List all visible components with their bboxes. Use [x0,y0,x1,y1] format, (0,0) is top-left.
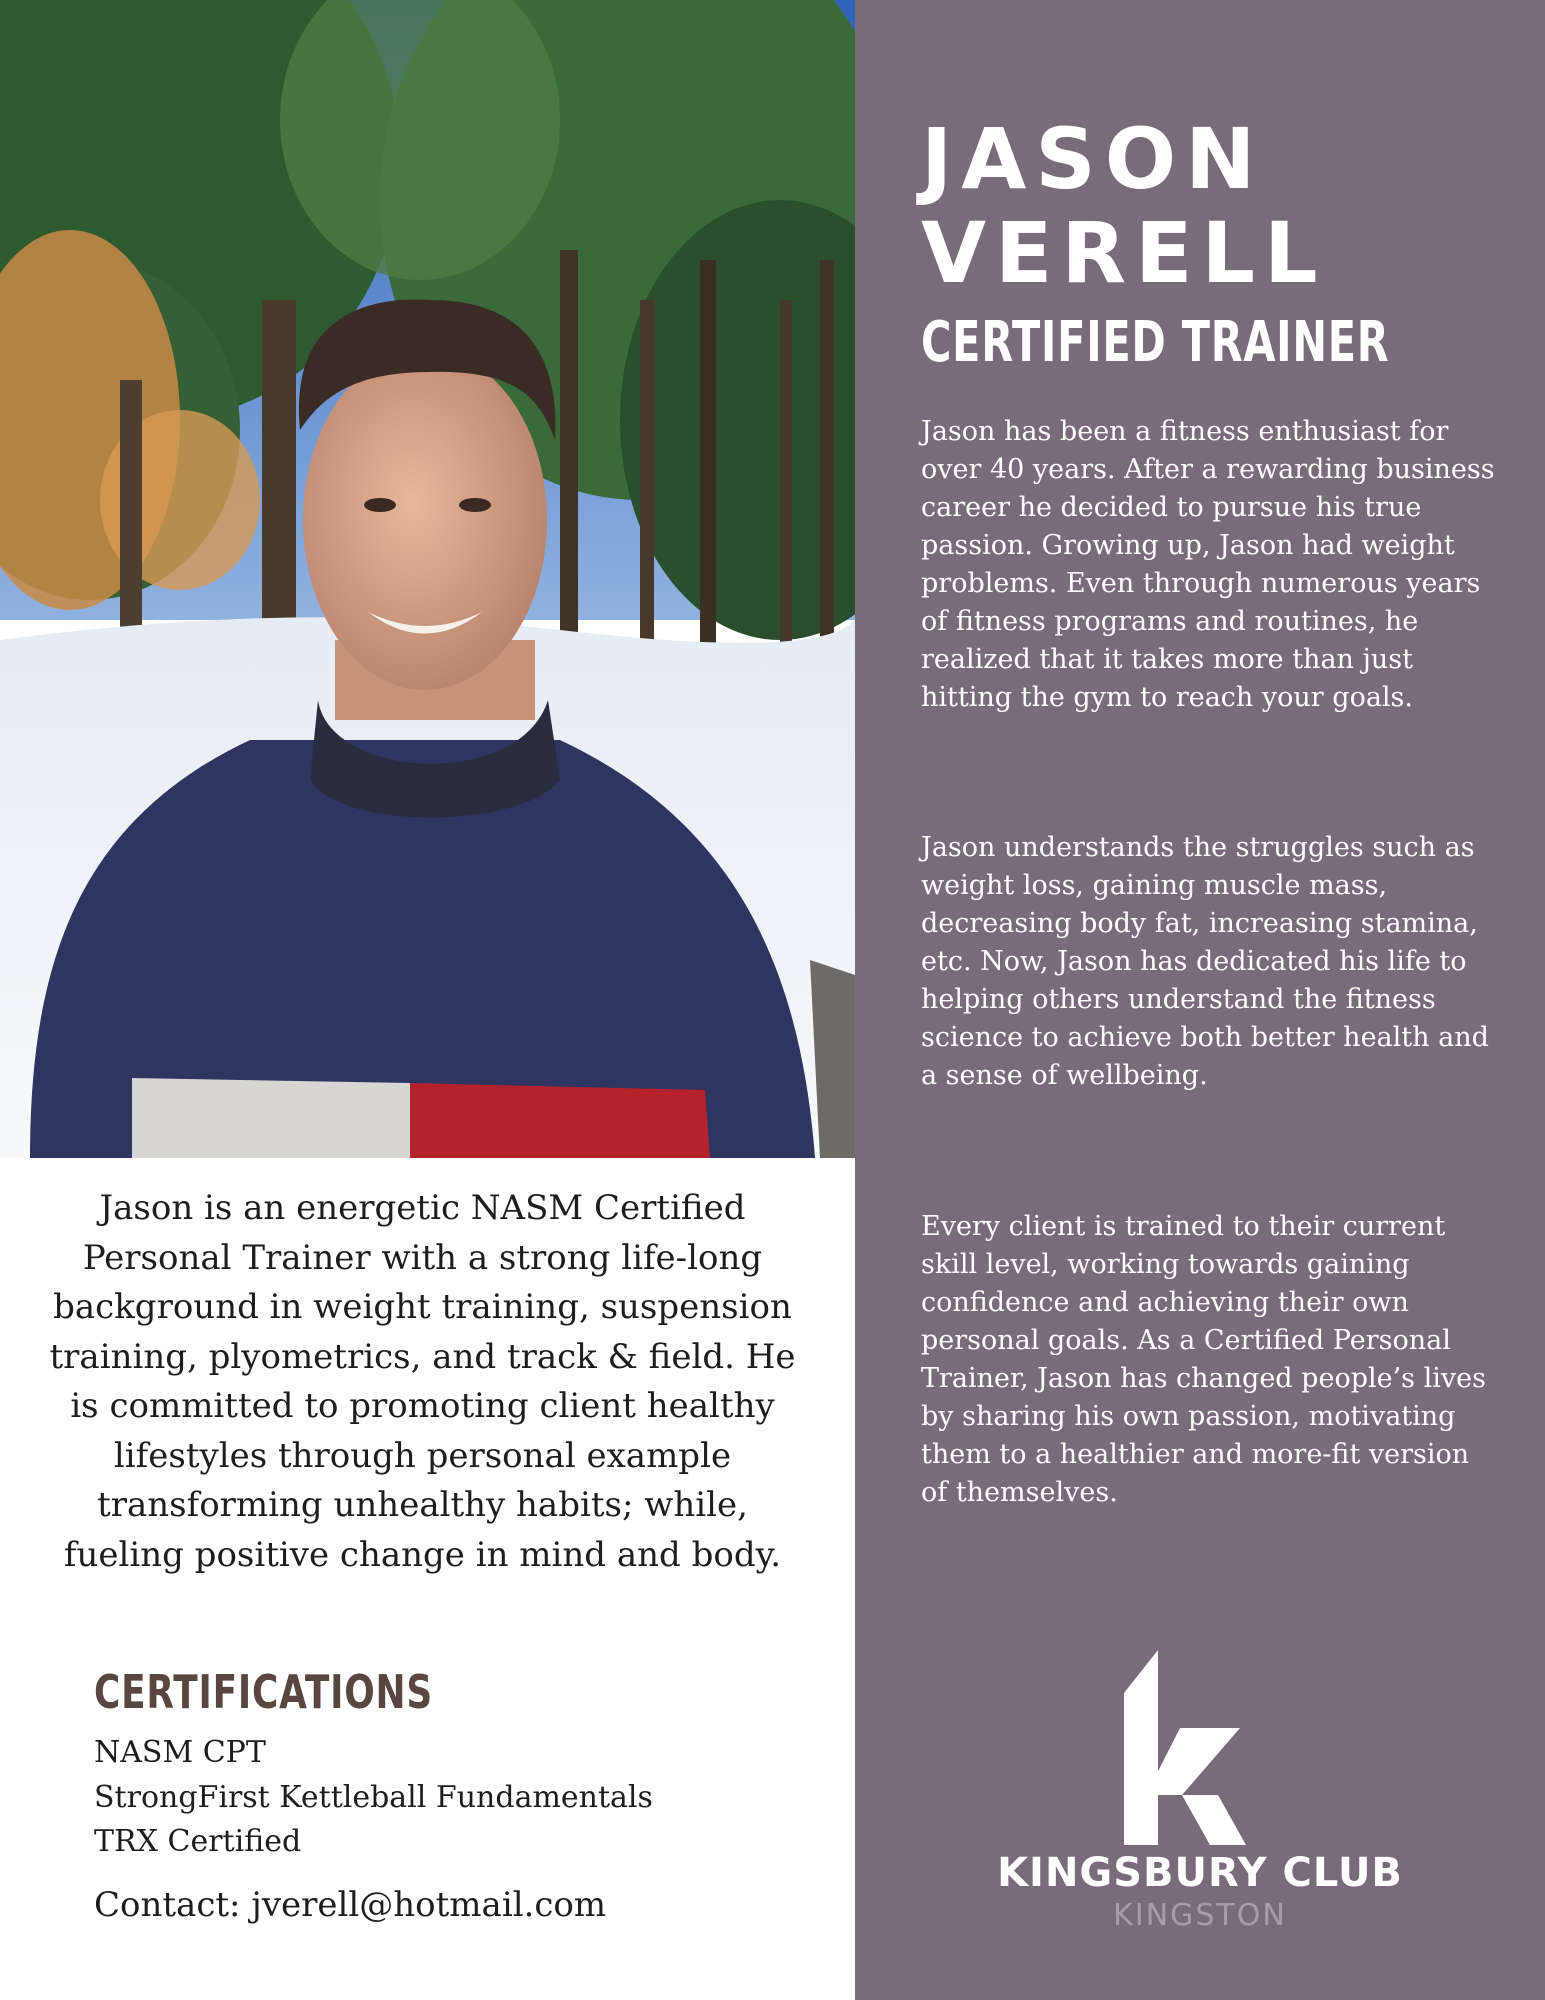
logo-location: KINGSTON [1113,1898,1287,1933]
bio-paragraph-2: Jason understands the struggles such as weight loss, gaining muscle mass, decreasing body fat, increasing stamina, etc. Now, Jason has dedicated his life to helping others understand the fitness science to achieve both better health and a sense of wellbeing. [921,832,1489,1091]
bio-paragraph-3: Every client is trained to their current skill level, working towards gaining confidence and achieving their own personal goals. As a Certified Personal Trainer, Jason has changed people’s lives by sharing his own passion, motivating them to a healthier and more-fit version of themselves. [921,1211,1486,1508]
k-logo-icon [1120,1645,1270,1845]
logo-club-name: KINGSBURY CLUB [997,1850,1403,1896]
certification-item: StrongFirst Kettleball Fundamentals [94,1779,653,1815]
kingsbury-club-logo [855,1640,1545,1940]
contact-email[interactable]: Contact: jverell@hotmail.com [94,1885,607,1925]
certifications-list [94,1731,653,1865]
first-name: JASON [921,110,1265,208]
trainer-name [921,112,1327,300]
right-panel [855,0,1545,2000]
certification-item: TRX Certified [94,1824,302,1859]
certifications-heading: CERTIFICATIONS [94,1665,433,1719]
last-name: VERELL [921,204,1327,302]
trainer-portrait-photo [0,0,855,1158]
trainer-summary: Jason is an energetic NASM Certified Personal Trainer with a strong life-long background in weight training, suspension training, plyometrics, and track & field. He is committed to promoting client healthy lifestyles through personal example transforming unhealthy habits; while, fueling positive change in mind and body. [49,1188,796,1575]
trainer-title: CERTIFIED TRAINER [921,310,1390,375]
certification-item: NASM CPT [94,1735,266,1770]
bio-paragraph-1: Jason has been a fitness enthusiast for over 40 years. After a rewarding business career he decided to pursue his true passion. Growing up, Jason had weight problems. Even through numerous years of fitness programs and routines, he realized that it takes more than just hitting the gym to reach your goals. [921,416,1495,713]
